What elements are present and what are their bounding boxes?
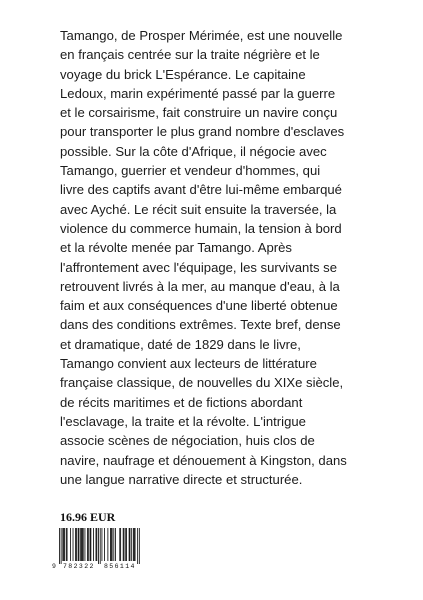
barcode-bar	[79, 528, 80, 561]
barcode-bar	[119, 528, 120, 561]
description-line: associe scènes de négociation, huis clos de	[60, 433, 315, 449]
description-line: et le corsairisme, fait construire un navire conçu	[60, 105, 338, 121]
description-line: voyage du brick L'Espérance. Le capitaine	[60, 66, 306, 82]
barcode-graphic	[50, 526, 146, 570]
barcode-bars	[59, 528, 140, 564]
barcode-bar	[100, 528, 101, 564]
barcode-bar	[129, 528, 130, 561]
barcode-bar	[131, 528, 132, 561]
barcode-bar	[78, 528, 79, 561]
description-line: retrouvent livrés à la mer, au manque d'eau, à la	[60, 278, 340, 294]
barcode-bar	[126, 528, 127, 561]
book-description	[60, 26, 368, 489]
barcode-bar	[80, 528, 81, 561]
description-line: de récits maritimes et de fictions abordant	[60, 394, 303, 410]
description-line: navire, naufrage et dénouement à Kingston, dans	[60, 452, 347, 468]
barcode-bar	[85, 528, 86, 561]
barcode-bar	[67, 528, 68, 561]
description-line: l'esclavage, la traite et la révolte. L'intrigue	[60, 413, 306, 429]
description-line: Ledoux, marin expérimenté passé par la guerre	[60, 85, 336, 101]
barcode-bar	[59, 528, 60, 564]
barcode-left-digits: 782322	[63, 563, 95, 570]
barcode-bar	[104, 528, 105, 561]
barcode-bar	[112, 528, 113, 561]
barcode-bar	[93, 528, 94, 561]
barcode-bar	[111, 528, 112, 561]
description-line: française classique, de nouvelles du XIXe siècle,	[60, 375, 344, 391]
barcode-bar	[123, 528, 124, 561]
barcode-bar	[82, 528, 83, 561]
barcode-bar	[61, 528, 62, 564]
barcode-bar	[96, 528, 97, 561]
barcode-bar	[115, 528, 116, 561]
description-line: l'affrontement avec l'équipage, les survivants se	[60, 259, 337, 275]
description-line: Tamango convient aux lecteurs de littérature	[60, 356, 317, 372]
isbn-barcode	[50, 526, 146, 570]
barcode-lead-digit: 9	[52, 563, 56, 570]
barcode-bar	[139, 528, 140, 564]
barcode-bar	[120, 528, 121, 561]
barcode-bar	[87, 528, 88, 561]
description-line: livre des captifs avant d'être lui-même embarqué	[60, 182, 342, 198]
description-line: Tamango, de Prosper Mérimée, est une nouvelle	[60, 28, 343, 43]
barcode-bar	[81, 528, 82, 561]
description-line: et dramatique, daté de 1829 dans le livre,	[60, 336, 301, 352]
description-line: en français centrée sur la traite négrière et le	[60, 47, 320, 63]
barcode-bar	[113, 528, 114, 561]
description-line: une langue narrative directe et structurée.	[60, 471, 303, 487]
barcode-bar	[137, 528, 138, 564]
barcode-bar	[66, 528, 67, 561]
barcode-bar	[130, 528, 131, 561]
barcode-bar	[102, 528, 103, 561]
barcode-bar	[133, 528, 134, 561]
barcode-bar	[76, 528, 77, 561]
description-line: faim et aux conséquences d'une liberté obtenue	[60, 298, 338, 314]
barcode-bar	[90, 528, 91, 561]
barcode-bar	[75, 528, 76, 561]
barcode-bar	[88, 528, 89, 561]
barcode-bar	[107, 528, 108, 561]
description-line: pour transporter le plus grand nombre d'esclaves	[60, 124, 345, 140]
barcode-bar	[110, 528, 111, 561]
description-line: et la révolte menée par Tamango. Après	[60, 240, 292, 256]
barcode-bar	[125, 528, 126, 561]
description-line: violence du commerce humain, la tension à bord	[60, 220, 342, 236]
barcode-bar	[83, 528, 84, 561]
description-line: possible. Sur la côte d'Afrique, il négocie avec	[60, 143, 327, 159]
price-label: 16.96 EUR	[60, 510, 116, 524]
barcode-bar	[63, 528, 64, 561]
description-line: Tamango, guerrier et vendeur d'hommes, qui	[60, 163, 321, 179]
description-line: dans des conditions extrêmes. Texte bref, dense	[60, 317, 341, 333]
barcode-bar	[96, 528, 97, 561]
barcode-bar	[98, 528, 99, 564]
barcode-bar	[124, 528, 125, 561]
barcode-right-digits: 856114	[104, 563, 136, 570]
barcode-bar	[90, 528, 91, 561]
barcode-bar	[73, 528, 74, 561]
barcode-bar	[135, 528, 136, 561]
description-line: avec Ayché. Le récit suit ensuite la traversée, la	[60, 201, 337, 217]
barcode-bar	[64, 528, 65, 561]
barcode-bar	[134, 528, 135, 561]
barcode-bar	[62, 528, 63, 561]
barcode-bar	[70, 528, 71, 561]
